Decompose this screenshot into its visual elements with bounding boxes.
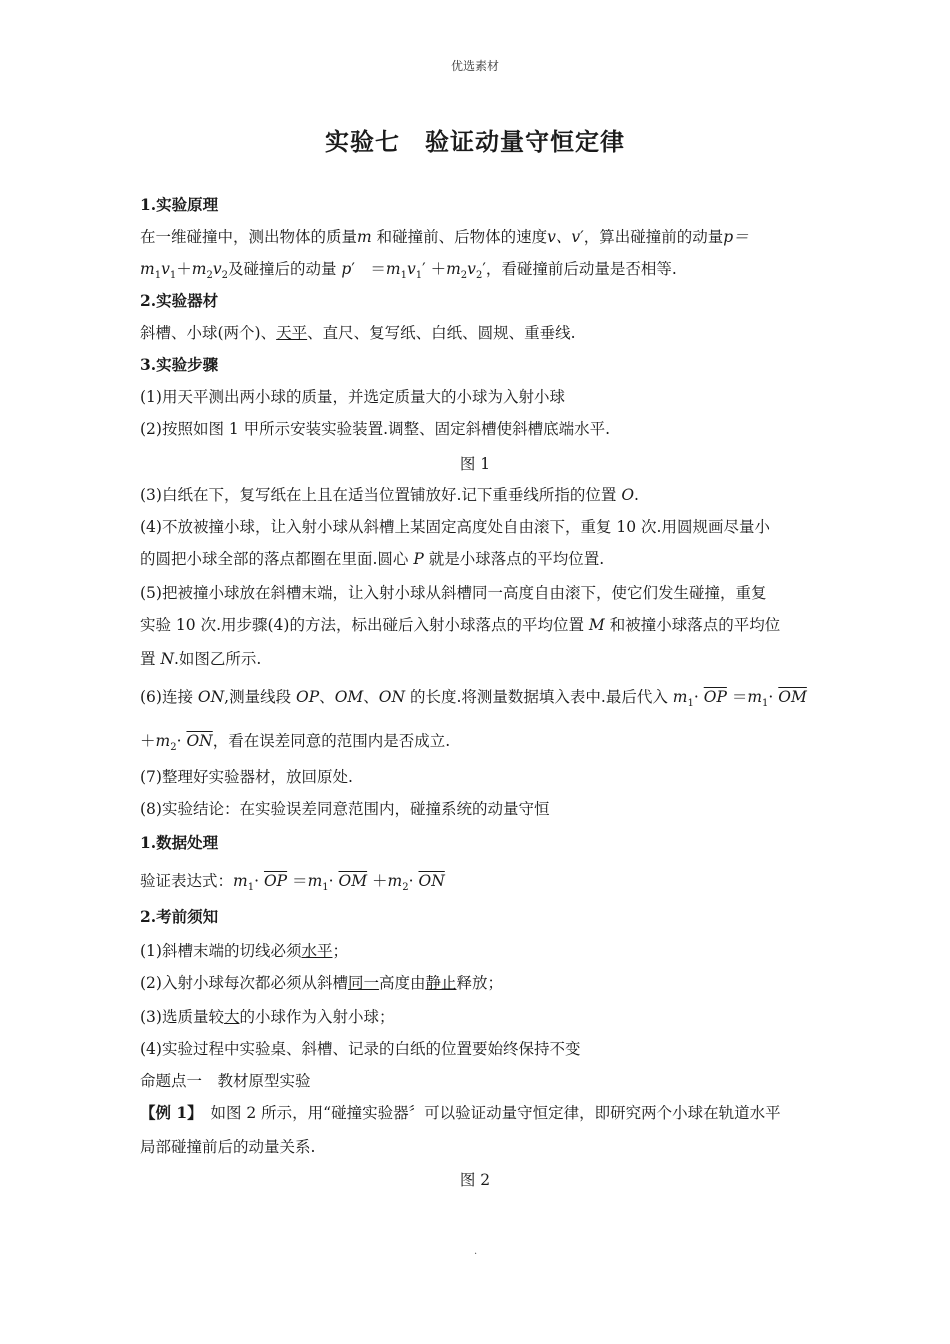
- figure-1-caption: 图 1: [459, 455, 491, 473]
- topic-heading: 命题点一 教材原型实验: [140, 1072, 311, 1090]
- equipment-line: 斜槽、小球(两个)、天平、直尺、复写纸、白纸、圆规、重垂线.: [140, 324, 576, 342]
- step-3: (3)白纸在下，复写纸在上且在适当位置铺放好.记下重垂线所指的位置 O.: [140, 486, 639, 504]
- step-5-line-1: (5)把被撞小球放在斜槽末端，让入射小球从斜槽同一高度自由滚下，使它们发生碰撞，重复: [140, 584, 767, 602]
- step-6-line-1: (6)连接 ON,测量线段 OP、OM、ON 的长度.将测量数据填入表中.最后代入 $m_1\cdot \overline{OP} =m_1\cdot \overline{OM}$: [140, 688, 807, 709]
- example-label: 【例 1】: [140, 1103, 195, 1122]
- figure-2-caption: 图 2: [459, 1171, 491, 1189]
- note-3: (3)选质量较大的小球作为入射小球；: [140, 1008, 395, 1026]
- step-5-line-2: 实验 10 次.用步骤(4)的方法，标出碰后入射小球落点的平均位置 M 和被撞小球落点的平均位: [140, 616, 781, 634]
- step-4-line-1: (4)不放被撞小球，让入射小球从斜槽上某固定高度处自由滚下，重复 10 次.用圆规画尽量小: [140, 518, 770, 536]
- example-1-line-1: 【例 1】 如图 2 所示，用“碰撞实验器〞可以验证动量守恒定律，即研究两个小球在轨道水平: [140, 1103, 781, 1122]
- step-7: (7)整理好实验器材，放回原处.: [140, 768, 353, 786]
- principle-line-2: $m_1v_1+m_2v_2$及碰撞后的动量 p′ $=m_1v_1' +m_2v_2'$，看碰撞前后动量是否相等.: [140, 260, 677, 281]
- page-footer: .: [474, 1246, 478, 1257]
- page-header: 优选素材: [450, 59, 499, 73]
- verification-expression: 验证表达式：$m_1\cdot \overline{OP} =m_1\cdot \overline{OM} +m_2\cdot \overline{ON}$: [140, 872, 445, 893]
- step-8: (8)实验结论：在实验误差同意范围内，碰撞系统的动量守恒: [140, 800, 550, 818]
- note-1: (1)斜槽末端的切线必须水平；: [140, 942, 348, 960]
- section-heading-notes: 2.考前须知: [140, 907, 219, 926]
- principle-line-1: 在一维碰撞中，测出物体的质量m 和碰撞前、后物体的速度v、v′，算出碰撞前的动量p＝: [140, 228, 749, 246]
- example-1-line-2: 局部碰撞前后的动量关系.: [140, 1138, 316, 1156]
- step-4-line-2: 的圆把小球全部的落点都圈在里面.圆心 P 就是小球落点的平均位置.: [140, 550, 605, 568]
- section-heading-data: 1.数据处理: [140, 833, 219, 852]
- note-2: (2)入射小球每次都必须从斜槽同一高度由静止释放；: [140, 974, 504, 992]
- step-2: (2)按照如图 1 甲所示安装实验装置.调整、固定斜槽使斜槽底端水平.: [140, 420, 611, 438]
- step-6-line-2: $+m_2\cdot \overline{ON}$，看在误差同意的范围内是否成立.: [140, 732, 451, 753]
- section-heading-principle: 1.实验原理: [140, 195, 219, 214]
- section-heading-steps: 3.实验步骤: [140, 355, 219, 374]
- step-5-line-3: 置 N.如图乙所示.: [140, 650, 262, 668]
- step-1: (1)用天平测出两小球的质量，并选定质量大的小球为入射小球: [140, 388, 565, 406]
- section-heading-equipment: 2.实验器材: [140, 291, 219, 310]
- page-title: 实验七 验证动量守恒定律: [325, 127, 625, 156]
- note-4: (4)实验过程中实验桌、斜槽、记录的白纸的位置要始终保持不变: [140, 1040, 581, 1058]
